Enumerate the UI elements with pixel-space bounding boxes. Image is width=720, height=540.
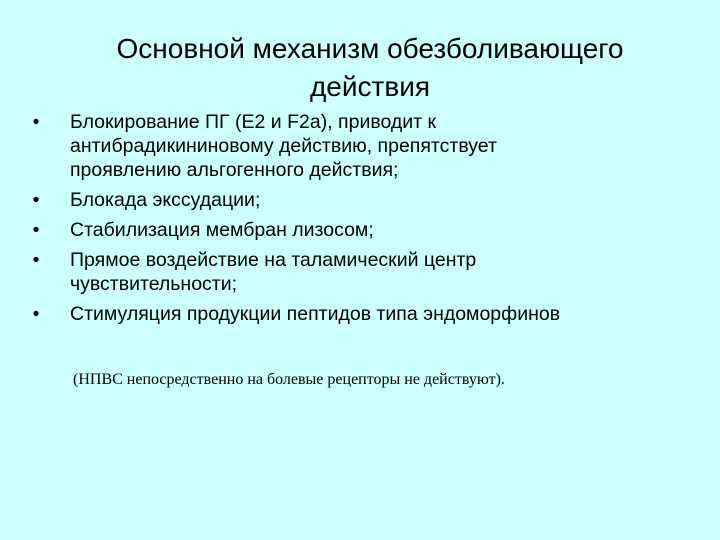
title-line: Основной механизм обезболивающего [116, 33, 624, 64]
bullet-text [70, 188, 706, 212]
slide-title [40, 30, 700, 106]
bullet-line: чувствительности; [70, 273, 238, 295]
bullet-line: Стимуляция продукции пептидов типа эндоморфинов [70, 303, 561, 325]
bullet-item [26, 188, 706, 212]
bullet-list [26, 110, 706, 332]
bullet-icon: • [32, 111, 40, 133]
bullet-line: Стабилизация мембран лизосом; [70, 219, 374, 241]
bullet-text [70, 248, 706, 296]
bullet-icon: • [32, 189, 40, 211]
bullet-icon: • [32, 303, 40, 325]
bullet-line: проявлению альгогенного действия; [70, 159, 399, 181]
bullet-line: антибрадикининовому действию, препятствует [70, 135, 497, 157]
title-line: действия [309, 71, 431, 102]
footnote: (НПВС непосредственно на болевые рецепторы не действуют). [73, 371, 505, 388]
bullet-item [26, 110, 706, 182]
bullet-icon: • [32, 219, 40, 241]
bullet-icon: • [32, 249, 40, 271]
bullet-item [26, 248, 706, 296]
bullet-item [26, 302, 706, 326]
bullet-line: Блокирование ПГ (Е2 и F2а), приводит к [70, 111, 437, 133]
bullet-text [70, 110, 706, 182]
bullet-text [70, 302, 706, 326]
bullet-text [70, 218, 706, 242]
bullet-line: Прямое воздействие на таламический центр [70, 249, 477, 271]
bullet-line: Блокада экссудации; [70, 189, 261, 211]
bullet-item [26, 218, 706, 242]
